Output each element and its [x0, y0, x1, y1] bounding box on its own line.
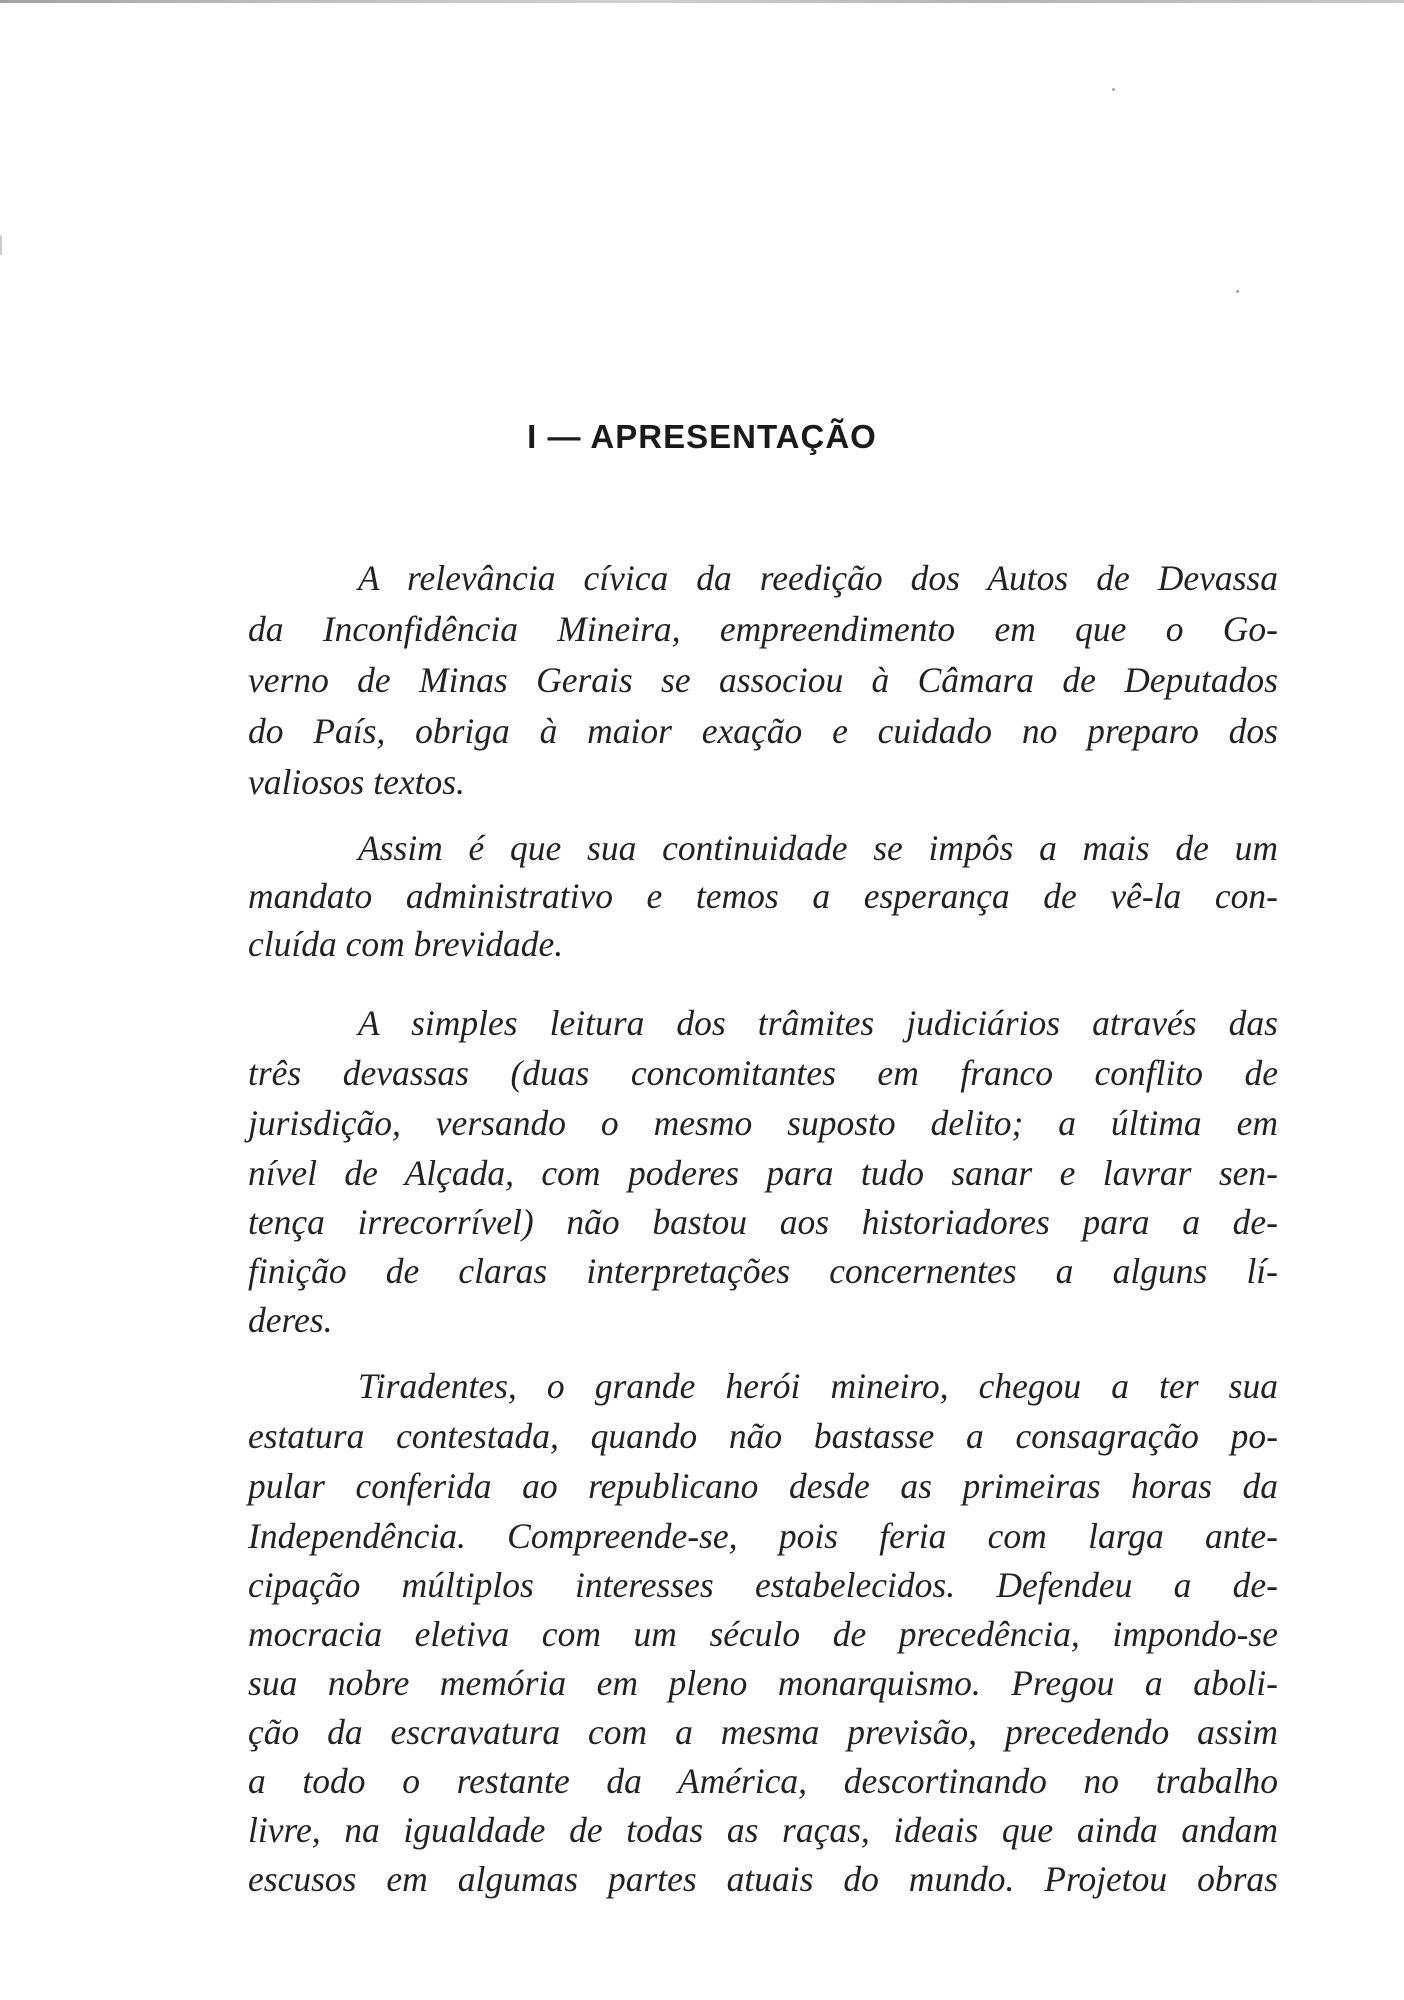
scan-speck [1236, 290, 1239, 293]
paragraph-line: verno de Minas Gerais se associou à Câmara de Deputados [248, 660, 1278, 700]
paragraph-line: ção da escravatura com a mesma previsão, precedendo assim [248, 1712, 1278, 1752]
scan-top-edge [0, 0, 1404, 3]
section-heading: I — APRESENTAÇÃO [527, 418, 877, 455]
paragraph-line: pular conferida ao republicano desde as primeiras horas da [248, 1466, 1278, 1506]
paragraph-line: deres. [248, 1300, 333, 1340]
paragraph-line: estatura contestada, quando não bastasse a consagração po- [248, 1416, 1278, 1456]
paragraph-line: nível de Alçada, com poderes para tudo sanar e lavrar sen- [248, 1153, 1278, 1193]
paragraph-line: Tiradentes, o grande herói mineiro, chegou a ter sua [358, 1366, 1278, 1406]
scan-speck [1112, 88, 1115, 91]
paragraph-line: a todo o restante da América, descortinando no trabalho [248, 1761, 1278, 1801]
paragraph-line: A relevância cívica da reedição dos Autos de Devassa [358, 558, 1278, 598]
paragraph-line: sua nobre memória em pleno monarquismo. Pregou a aboli- [248, 1663, 1278, 1703]
paragraph-line: finição de claras interpretações concernentes a alguns lí- [248, 1251, 1278, 1291]
paragraph-line: mandato administrativo e temos a esperança de vê-la con- [248, 876, 1278, 916]
paragraph-line: Independência. Compreende-se, pois feria com larga ante- [248, 1516, 1278, 1556]
paragraph-line: jurisdição, versando o mesmo suposto delito; a última em [248, 1103, 1278, 1143]
paragraph-line: A simples leitura dos trâmites judiciários através das [358, 1003, 1278, 1043]
paragraph-line: escusos em algumas partes atuais do mundo. Projetou obras [248, 1859, 1278, 1899]
paragraph-line: três devassas (duas concomitantes em franco conflito de [248, 1053, 1278, 1093]
paragraph-line: tença irrecorrível) não bastou aos historiadores para a de- [248, 1202, 1278, 1242]
paragraph-line: livre, na igualdade de todas as raças, ideais que ainda andam [248, 1810, 1278, 1850]
scan-left-mark [0, 235, 14, 262]
paragraph-line: Assim é que sua continuidade se impôs a mais de um [358, 828, 1278, 868]
paragraph-line: da Inconfidência Mineira, empreendimento em que o Go- [248, 609, 1278, 649]
paragraph-line: do País, obriga à maior exação e cuidado no preparo dos [248, 711, 1278, 751]
paragraph-line: cipação múltiplos interesses estabelecidos. Defendeu a de- [248, 1565, 1278, 1605]
paragraph-line: valiosos textos. [248, 762, 465, 802]
paragraph-line: cluída com brevidade. [248, 924, 564, 964]
paragraph-line: mocracia eletiva com um século de precedência, impondo-se [248, 1614, 1278, 1654]
